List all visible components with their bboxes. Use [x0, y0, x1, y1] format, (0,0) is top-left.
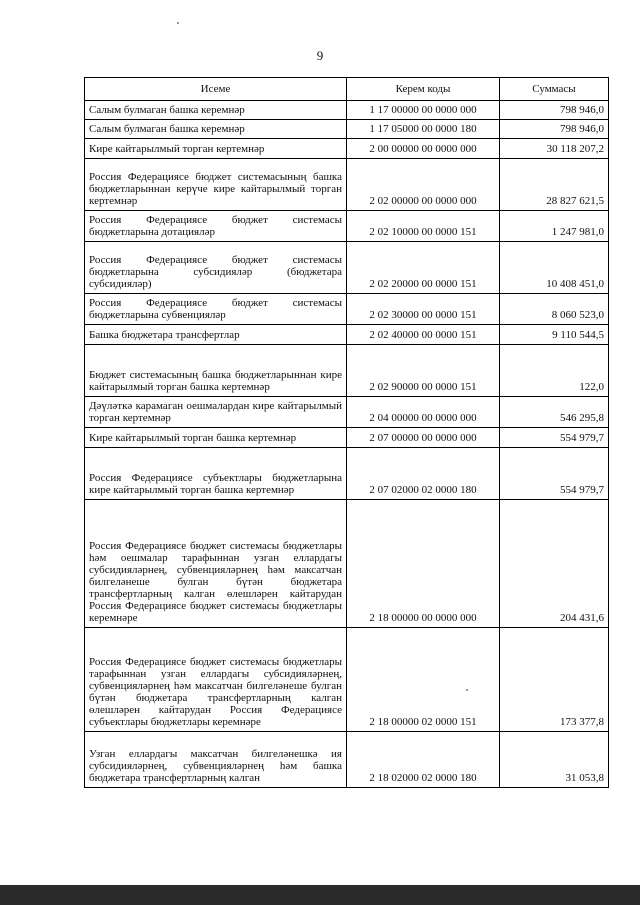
row-sum-cell: 554 979,7 — [500, 448, 609, 500]
row-sum-cell: 798 946,0 — [500, 101, 609, 120]
table-row — [85, 397, 609, 428]
table-row — [85, 120, 609, 139]
row-code-cell: 2 02 00000 00 0000 000 — [347, 159, 500, 211]
row-code-cell: 2 18 00000 00 0000 000 — [347, 500, 500, 628]
row-sum-cell: 31 053,8 — [500, 732, 609, 788]
row-sum-cell: 28 827 621,5 — [500, 159, 609, 211]
row-name-cell: Россия Федерациясе бюджет системасы бюджетларына дотацияләр — [85, 211, 347, 242]
row-name-cell: Салым булмаган башка керемнәр — [85, 101, 347, 120]
header-sum: Суммасы — [500, 78, 609, 101]
row-code-cell: 2 02 10000 00 0000 151 — [347, 211, 500, 242]
row-code-cell: 1 17 05000 00 0000 180 — [347, 120, 500, 139]
scan-speck — [466, 689, 468, 691]
row-name-cell: Россия Федерациясе субъектлары бюджетларына кире кайтарылмый торган башка кертемнәр — [85, 448, 347, 500]
row-code-cell: 2 02 90000 00 0000 151 — [347, 345, 500, 397]
table-row — [85, 428, 609, 448]
row-code-cell: 2 07 02000 02 0000 180 — [347, 448, 500, 500]
row-sum-cell: 1 247 981,0 — [500, 211, 609, 242]
row-name-cell: Бюджет системасының башка бюджетларыннан кире кайтарылмый торган башка кертемнәр — [85, 345, 347, 397]
row-name-cell: Россия Федерациясе бюджет системасы бюджетларына субсидияләр (бюджетара субсидияләр) — [85, 242, 347, 294]
row-name-cell: Кире кайтарылмый торган башка кертемнәр — [85, 428, 347, 448]
row-code-cell: 1 17 00000 00 0000 000 — [347, 101, 500, 120]
table-row — [85, 101, 609, 120]
row-name-cell: Кире кайтарылмый торган кертемнәр — [85, 139, 347, 159]
row-sum-cell: 8 060 523,0 — [500, 294, 609, 325]
header-name: Исеме — [85, 78, 347, 101]
row-sum-cell: 30 118 207,2 — [500, 139, 609, 159]
scan-edge-band — [0, 885, 640, 905]
row-code-cell: 2 02 40000 00 0000 151 — [347, 325, 500, 345]
row-name-cell: Россия Федерациясе бюджет системасы бюджетларына субвенцияләр — [85, 294, 347, 325]
table-row — [85, 325, 609, 345]
row-code-cell: 2 02 20000 00 0000 151 — [347, 242, 500, 294]
row-sum-cell: 9 110 544,5 — [500, 325, 609, 345]
row-sum-cell: 173 377,8 — [500, 628, 609, 732]
table-row — [85, 242, 609, 294]
row-sum-cell: 798 946,0 — [500, 120, 609, 139]
row-code-cell: 2 18 00000 02 0000 151 — [347, 628, 500, 732]
table-row — [85, 345, 609, 397]
table-row — [85, 732, 609, 788]
row-name-cell: Узган еллардагы максатчан билгеләнешкә ия субсидияләрнең, субвенцияләрнең һәм башка бюджетара трансфертларның калган — [85, 732, 347, 788]
table-row — [85, 159, 609, 211]
table-row — [85, 139, 609, 159]
row-code-cell: 2 18 02000 02 0000 180 — [347, 732, 500, 788]
row-sum-cell: 546 295,8 — [500, 397, 609, 428]
row-name-cell: Дәүләткә карамаган оешмалардан кире кайтарылмый торган кертемнәр — [85, 397, 347, 428]
row-name-cell: Салым булмаган башка керемнәр — [85, 120, 347, 139]
row-code-cell: 2 04 00000 00 0000 000 — [347, 397, 500, 428]
page-number: 9 — [316, 48, 324, 63]
row-code-cell: 2 07 00000 00 0000 000 — [347, 428, 500, 448]
table-row — [85, 294, 609, 325]
row-name-cell: Россия Федерациясе бюджет системасы бюджетлары һәм оешмалар тарафыннан узган еллардагы субсидияләрнең, субвенцияләрнең һәм максатчан билгеләнеше булган бүтән бюджетара трансфертларның калган өлешләрен кайтарудан Россия Федерациясе бюджет системасы бюджетлары керемнәре — [85, 500, 347, 628]
row-sum-cell: 554 979,7 — [500, 428, 609, 448]
row-name-cell: Башка бюджетара трансфертлар — [85, 325, 347, 345]
table-row — [85, 448, 609, 500]
row-sum-cell: 122,0 — [500, 345, 609, 397]
budget-revenue-table — [84, 77, 609, 788]
table-header-row — [85, 78, 609, 101]
table-row — [85, 500, 609, 628]
row-sum-cell: 204 431,6 — [500, 500, 609, 628]
row-code-cell: 2 00 00000 00 0000 000 — [347, 139, 500, 159]
row-code-cell: 2 02 30000 00 0000 151 — [347, 294, 500, 325]
row-name-cell: Россия Федерациясе бюджет системасының башка бюджетларыннан керүче кире кайтарылмый торган кертемнәр — [85, 159, 347, 211]
scan-speck — [177, 22, 179, 24]
table-row — [85, 628, 609, 732]
row-sum-cell: 10 408 451,0 — [500, 242, 609, 294]
header-code: Керем коды — [347, 78, 500, 101]
row-name-cell: Россия Федерациясе бюджет системасы бюджетлары тарафыннан узган еллардагы субсидияләрнең, субвенцияләрнең һәм максатчан билгеләнеше булган бүтән бюджетара трансфертларның калган өлешләрен кайтарудан Россия Федерациясе субъектлары бюджетлары керемнәре — [85, 628, 347, 732]
table-row — [85, 211, 609, 242]
